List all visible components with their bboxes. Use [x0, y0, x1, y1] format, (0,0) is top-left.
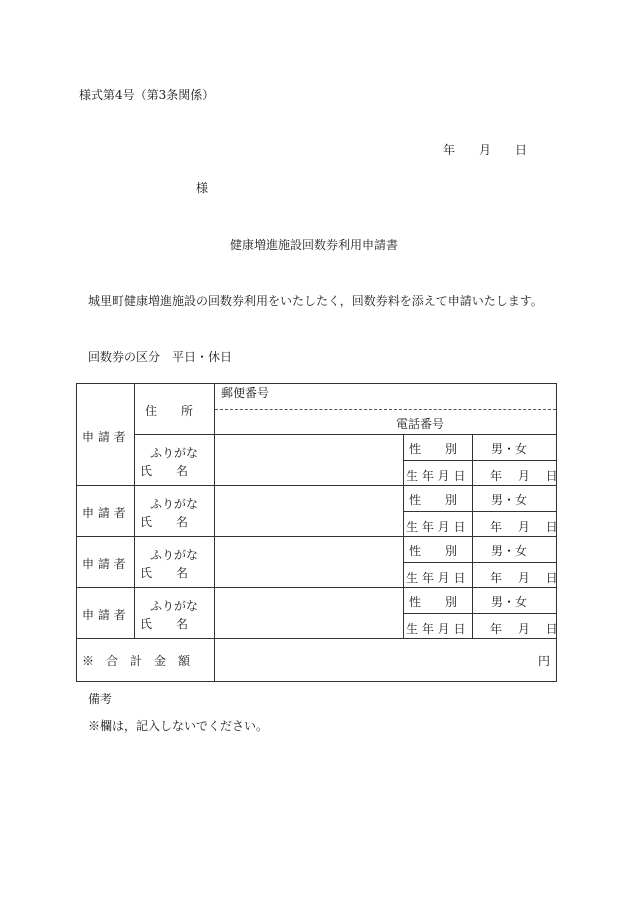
gender-label-3: 性 別 [409, 544, 458, 558]
applicant-label-4: 申 請 者 [82, 608, 126, 622]
furigana-label-1: ふりがな [150, 446, 199, 460]
notes-heading: 備考 [88, 692, 113, 706]
birth-value-3: 年 月 日 [490, 571, 558, 585]
form-number: 様式第4号（第3条関係） [79, 88, 215, 102]
ticket-type-value: 平日・休日 [172, 350, 233, 364]
postal-code-label: 郵便番号 [221, 386, 270, 400]
addressee-suffix: 様 [196, 181, 209, 195]
gender-value-4: 男・女 [491, 595, 528, 609]
document-title: 健康増進施設回数券利用申請書 [230, 238, 399, 252]
furigana-label-3: ふりがな [150, 548, 199, 562]
applicant-label-2: 申 請 者 [82, 506, 126, 520]
birth-label-3: 生 年 月 日 [406, 571, 466, 585]
birth-label-1: 生 年 月 日 [406, 469, 466, 483]
gender-label-4: 性 別 [409, 595, 458, 609]
birth-value-1: 年 月 日 [490, 469, 558, 483]
gender-value-3: 男・女 [491, 544, 528, 558]
ticket-type-label: 回数券の区分 [88, 350, 161, 364]
birth-value-2: 年 月 日 [490, 520, 558, 534]
applicant-label-3: 申 請 者 [82, 557, 126, 571]
birth-value-4: 年 月 日 [490, 622, 558, 636]
notes-text: ※欄は，記入しないでください。 [88, 719, 269, 733]
application-table [76, 383, 557, 682]
gender-value-1: 男・女 [491, 442, 528, 456]
total-yen-unit: 円 [538, 654, 551, 668]
intro-text: 城里町健康増進施設の回数券利用をいたしたく，回数券料を添えて申請いたします。 [88, 294, 543, 308]
date-month-label: 月 [479, 143, 492, 157]
furigana-label-2: ふりがな [150, 497, 199, 511]
gender-label-2: 性 別 [409, 493, 458, 507]
date-year-label: 年 [443, 143, 456, 157]
address-label: 住 所 [145, 404, 194, 418]
name-label-4: 氏 名 [140, 617, 189, 631]
date-day-label: 日 [515, 143, 528, 157]
name-label-2: 氏 名 [140, 515, 189, 529]
phone-label: 電話番号 [396, 417, 445, 431]
birth-label-4: 生 年 月 日 [406, 622, 466, 636]
applicant-label-1: 申 請 者 [82, 430, 126, 444]
furigana-label-4: ふりがな [150, 599, 199, 613]
gender-label-1: 性 別 [409, 442, 458, 456]
name-label-3: 氏 名 [140, 566, 189, 580]
gender-value-2: 男・女 [491, 493, 528, 507]
name-label-1: 氏 名 [140, 464, 189, 478]
birth-label-2: 生 年 月 日 [406, 520, 466, 534]
total-amount-label: ※ 合 計 金 額 [82, 654, 191, 668]
